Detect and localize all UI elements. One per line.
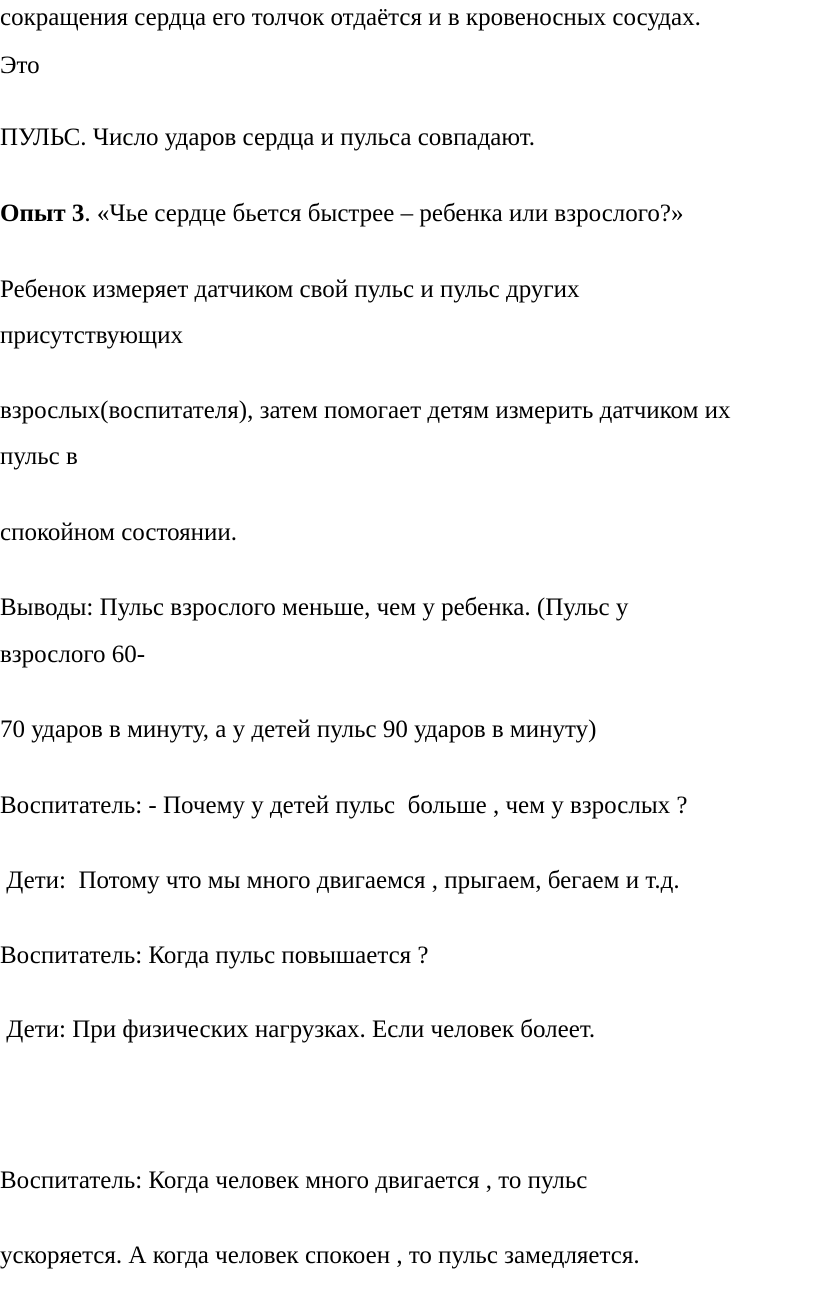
text-line: Это — [0, 52, 40, 79]
text-line: сокращения сердца его толчок отдаётся и в кровеносных сосудах. — [0, 4, 701, 31]
text-line: Воспитатель: Когда человек много двигается , то пульс — [0, 1167, 588, 1194]
experiment-question: . «Чье сердце бьется быстрее – ребенка или взрослого?» — [84, 200, 684, 227]
text-line: ПУЛЬС. Число ударов сердца и пульса совпадают. — [0, 124, 536, 151]
text-line: взрослых(воспитателя), затем помогает детям измерить датчиком их — [0, 397, 731, 424]
experiment-label: Опыт 3 — [0, 200, 85, 227]
text-line: ускоряется. А когда человек спокоен , то пульс замедляется. — [0, 1242, 640, 1269]
text-line: Воспитатель: Когда пульс повышается ? — [0, 942, 429, 969]
text-line: Воспитатель: - Почему у детей пульс больше , чем у взрослых ? — [0, 792, 688, 819]
text-line: Выводы: Пульс взрослого меньше, чем у ребенка. (Пульс у — [0, 594, 629, 621]
text-line: Дети: При физических нагрузках. Если человек болеет. — [0, 1016, 596, 1043]
text-line: 70 ударов в минуту, а у детей пульс 90 ударов в минуту) — [0, 716, 597, 743]
text-line: Ребенок измеряет датчиком свой пульс и пульс других — [0, 276, 580, 303]
text-line: пульс в — [0, 443, 78, 470]
text-line: Дети: Потому что мы много двигаемся , прыгаем, бегаем и т.д. — [0, 867, 680, 894]
text-line: спокойном состоянии. — [0, 519, 238, 546]
experiment-heading — [0, 199, 684, 229]
text-line: взрослого 60- — [0, 641, 146, 668]
text-line: присутствующих — [0, 322, 184, 349]
